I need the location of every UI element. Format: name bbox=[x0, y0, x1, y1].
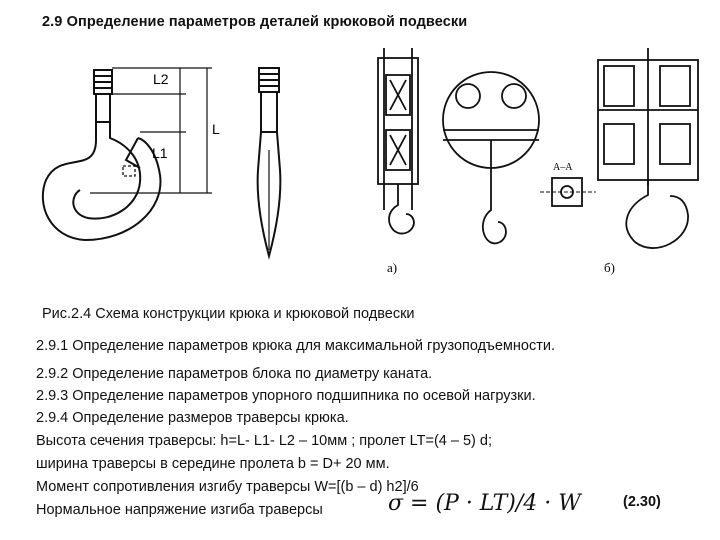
text-line-6: ширина траверсы в середине пролета b = D+ 20 мм. bbox=[36, 456, 390, 472]
label-l1: L1 bbox=[152, 145, 168, 161]
text-line-4: 2.9.4 Определение размеров траверсы крюка. bbox=[36, 410, 349, 426]
slide-title: 2.9 Определение параметров деталей крюковой подвески bbox=[42, 14, 468, 30]
dimension-lines bbox=[90, 68, 212, 193]
hook-side-view bbox=[43, 70, 161, 240]
text-line-2: 2.9.2 Определение параметров блока по диаметру каната. bbox=[36, 366, 433, 382]
text-line-7: Момент сопротивления изгибу траверсы W=[(b – d) h2]/6 bbox=[36, 479, 419, 495]
hook-figure bbox=[0, 40, 720, 300]
label-l2: L2 bbox=[153, 71, 169, 87]
label-l: L bbox=[212, 121, 220, 137]
figure-caption: Рис.2.4 Схема конструкции крюка и крюковой подвески bbox=[42, 306, 415, 322]
hook-block-a bbox=[378, 48, 596, 243]
stress-formula: σ = (P · LT)/4 · W bbox=[388, 491, 581, 516]
hook-front-view bbox=[258, 68, 281, 256]
text-line-8: Нормальное напряжение изгиба траверсы bbox=[36, 502, 323, 518]
text-line-1: 2.9.1 Определение параметров крюка для максимальной грузоподъемности. bbox=[36, 338, 555, 354]
hook-block-b bbox=[598, 48, 698, 248]
label-b: б) bbox=[604, 260, 615, 275]
label-a: а) bbox=[387, 260, 398, 275]
label-section: А–А bbox=[553, 162, 573, 173]
text-line-5: Высота сечения траверсы: h=L- L1- L2 – 10мм ; пролет LT=(4 – 5) d; bbox=[36, 433, 492, 449]
equation-number: (2.30) bbox=[623, 494, 661, 510]
text-line-3: 2.9.3 Определение параметров упорного подшипника по осевой нагрузки. bbox=[36, 388, 536, 404]
